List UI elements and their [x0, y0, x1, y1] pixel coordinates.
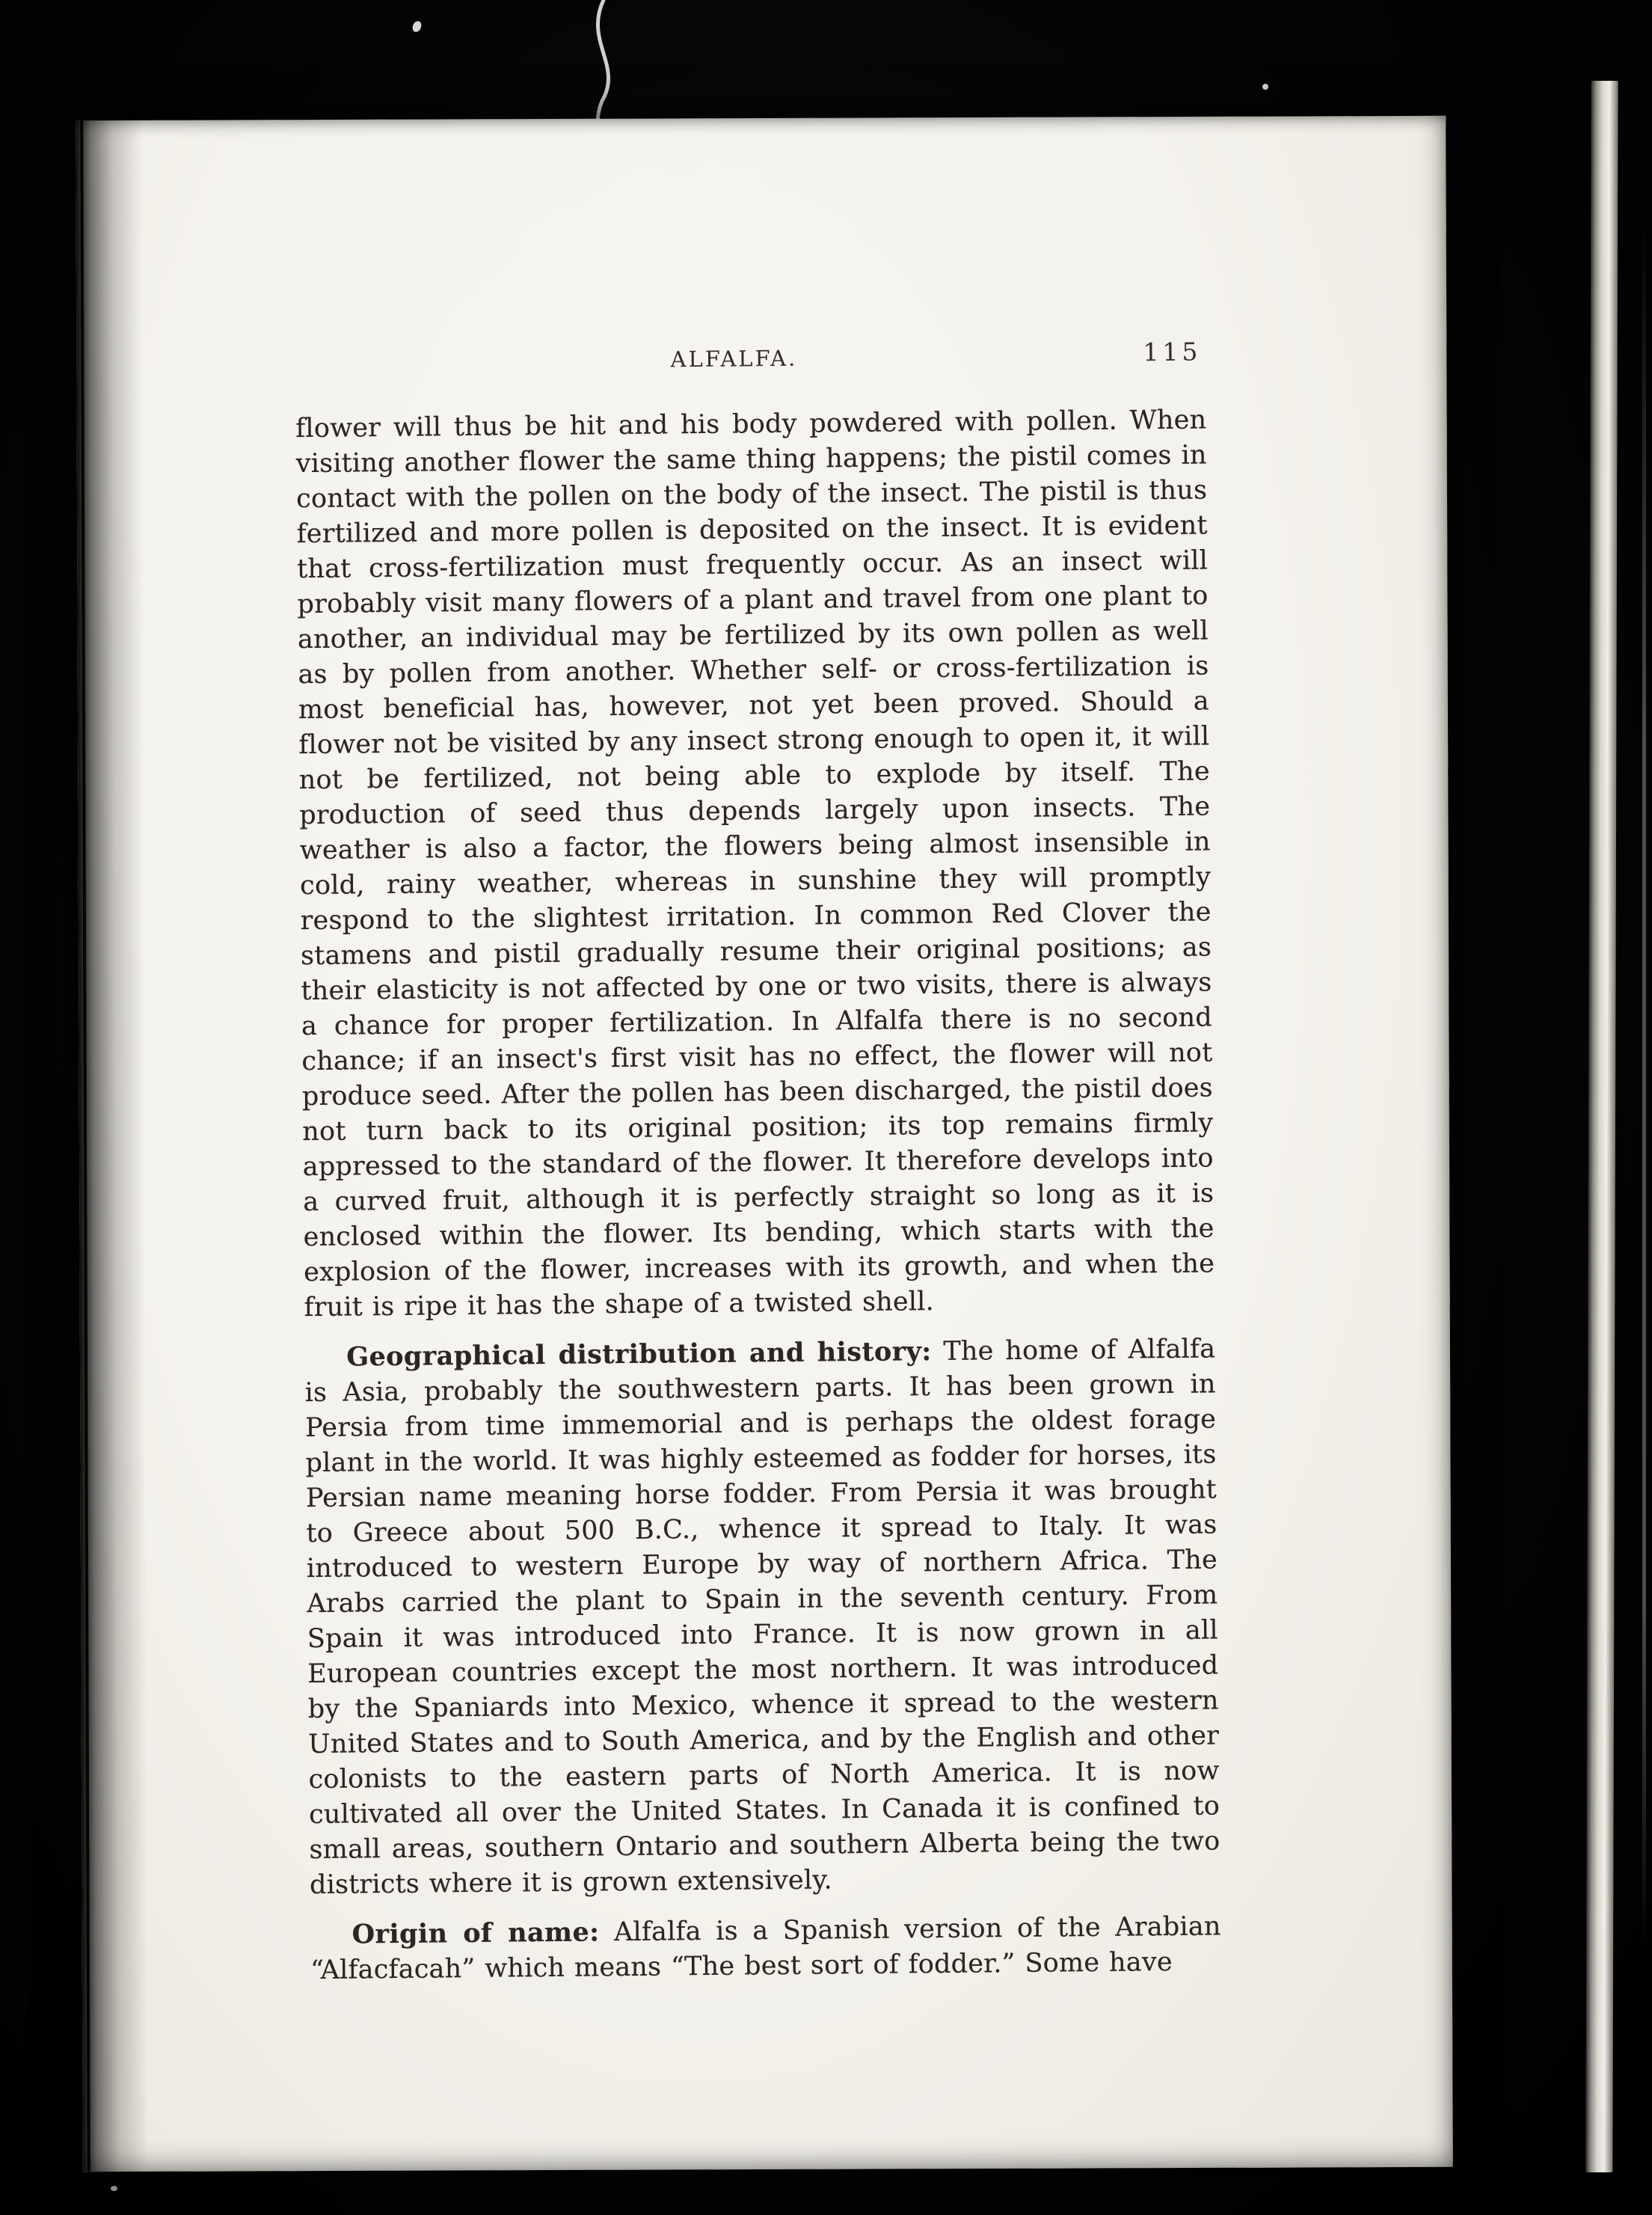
paragraph-text: The home of Alfalfa is Asia, probably the southwestern parts. It has been grown in Persia from time immemorial and is perhaps the oldest forage plant in the world. It was highly esteemed as fodder for horses, its Persian name meaning horse fodder. From Persia it was brought to Greece about 500 B.C., whence it spread to Italy. It was introduced to western Europe by way of northern Africa. The Arabs carried the plant to Spain in the seventh century. From Spain it was introduced into France. It is now grown in all European countries except the most northern. It was introduced by the Spaniards into Mexico, whence it spread to the western United States and to South America, and by the English and other colonists to the eastern parts of North America. It is now cultivated all over the United States. In Canada it is confined to small areas, southern Ontario and southern Alberta being the two districts where it is grown extensively. — [304, 1334, 1220, 1901]
scan-artifact-speck — [111, 2186, 117, 2191]
running-header — [295, 337, 1206, 385]
page-number: 115 — [1143, 337, 1202, 367]
page-text-block — [295, 337, 1221, 1988]
binding-shadow — [76, 120, 149, 2172]
paragraph-text: flower will thus be hit and his body powdered with pollen. When visiting another flower the same thing happens; the pistil comes in contact with the pollen on the body of the insect. The pistil is thus fertilized and more pollen is deposited on the insect. It is evident that cross-fertilization must frequently occur. As an insect will probably visit many flowers of a plant and travel from one plant to another, an individual may be fertilized by its own pollen as well as by pollen from another. Whether self- or cross-fertilization is most beneficial has, however, not yet been proved. Should a flower not be visited by any insect strong enough to open it, it will not be fertilized, not being able to explode by itself. The production of seed thus depends largely upon insects. The weather is also a factor, the flowers being almost insensible in cold, rainy weather, whereas in sunshine they will promptly respond to the slightest irritation. In common Red Clover the stamens and pistil gradually resume their original positions; as their elasticity is not affected by one or two visits, there is always a chance for proper fertilization. In Alfalfa there is no second chance; if an insect's first visit has no effect, the flower will not produce seed. After the pollen has been discharged, the pistil does not turn back to its original position; its top remains firmly appressed to the standard of the flower. It therefore develops into a curved fruit, although it is perfectly straight so long as it is enclosed within the flower. Its bending, which starts with the explosion of the flower, increases with its growth, and when the fruit is ripe it has the shape of a twisted shell. — [295, 405, 1215, 1323]
paragraph-origin-of-name — [310, 1908, 1221, 1988]
scan-artifact-speck — [411, 19, 423, 33]
adjacent-page-edge — [1585, 81, 1618, 2172]
paragraph-geographical-distribution — [304, 1331, 1220, 1903]
paragraph-heading: Geographical distribution and history: — [346, 1336, 932, 1373]
adjacent-page-edge-line — [1642, 224, 1646, 1945]
running-header-title: ALFALFA. — [670, 345, 798, 373]
paragraph-heading: Origin of name: — [351, 1917, 600, 1950]
book-page — [76, 116, 1453, 2172]
paragraph-pollination — [295, 402, 1215, 1326]
paragraph-text: Alfalfa is a Spanish version of the Arabian “Alfacfacah” which means “The best sort of fodder.” Some have — [310, 1911, 1221, 1986]
scan-artifact-speck — [1262, 84, 1268, 90]
